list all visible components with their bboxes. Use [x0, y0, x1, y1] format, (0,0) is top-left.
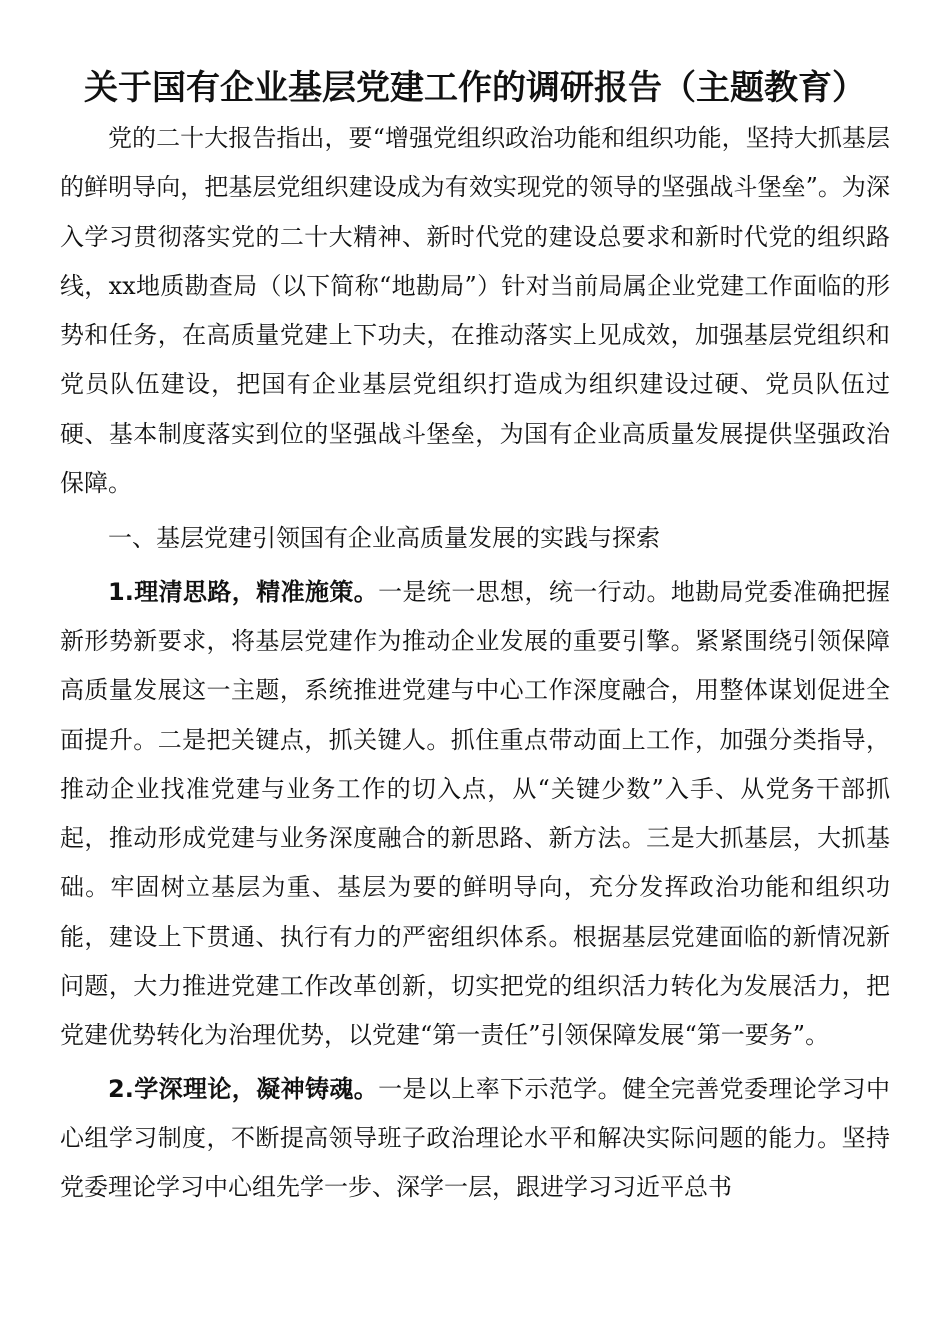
item-title-1: 1.理清思路，精准施策。: [108, 577, 379, 606]
item-title-2: 2.学深理论，凝神铸魂。: [108, 1074, 379, 1103]
item-paragraph-1: [60, 568, 890, 1061]
intro-paragraph: 党的二十大报告指出，要“增强党组织政治功能和组织功能，坚持大抓基层的鲜明导向，把基层党组织建设成为有效实现党的领导的坚强战斗堡垒”。为深入学习贯彻落实党的二十大精神、新时代党的建设总要求和新时代党的组织路线，xx地质勘查局（以下简称“地勘局”）针对当前局属企业党建工作面临的形势和任务，在高质量党建上下功夫，在推动落实上见成效，加强基层党组织和党员队伍建设，把国有企业基层党组织打造成为组织建设过硬、党员队伍过硬、基本制度落实到位的坚强战斗堡垒，为国有企业高质量发展提供坚强政治保障。: [60, 124, 890, 498]
item-paragraph-2: [60, 1065, 890, 1213]
item-text-1: 一是统一思想，统一行动。地勘局党委准确把握新形势新要求，将基层党建作为推动企业发展的重要引擎。紧紧围绕引领保障高质量发展这一主题，系统推进党建与中心工作深度融合，用整体谋划促进全面提升。二是把关键点，抓关键人。抓住重点带动面上工作，加强分类指导，推动企业找准党建与业务工作的切入点，从“关键少数”入手、从党务干部抓起，推动形成党建与业务深度融合的新思路、新方法。三是大抓基层，大抓基础。牢固树立基层为重、基层为要的鲜明导向，充分发挥政治功能和组织功能，建设上下贯通、执行有力的严密组织体系。根据基层党建面临的新情况新问题，大力推进党建工作改革创新，切实把党的组织活力转化为发展活力，把党建优势转化为治理优势，以党建“第一责任”引领保障发展“第一要务”。: [60, 577, 890, 1050]
item-text-2: 一是以上率下示范学。健全完善党委理论学习中心组学习制度，不断提高领导班子政治理论水平和解决实际问题的能力。坚持党委理论学习中心组先学一步、深学一层，跟进学习习近平总书: [60, 1074, 890, 1202]
section-heading: 一、基层党建引领国有企业高质量发展的实践与探索: [108, 524, 660, 553]
document-body: [60, 114, 890, 1213]
document-title: 关于国有企业基层党建工作的调研报告（主题教育）: [84, 68, 866, 108]
